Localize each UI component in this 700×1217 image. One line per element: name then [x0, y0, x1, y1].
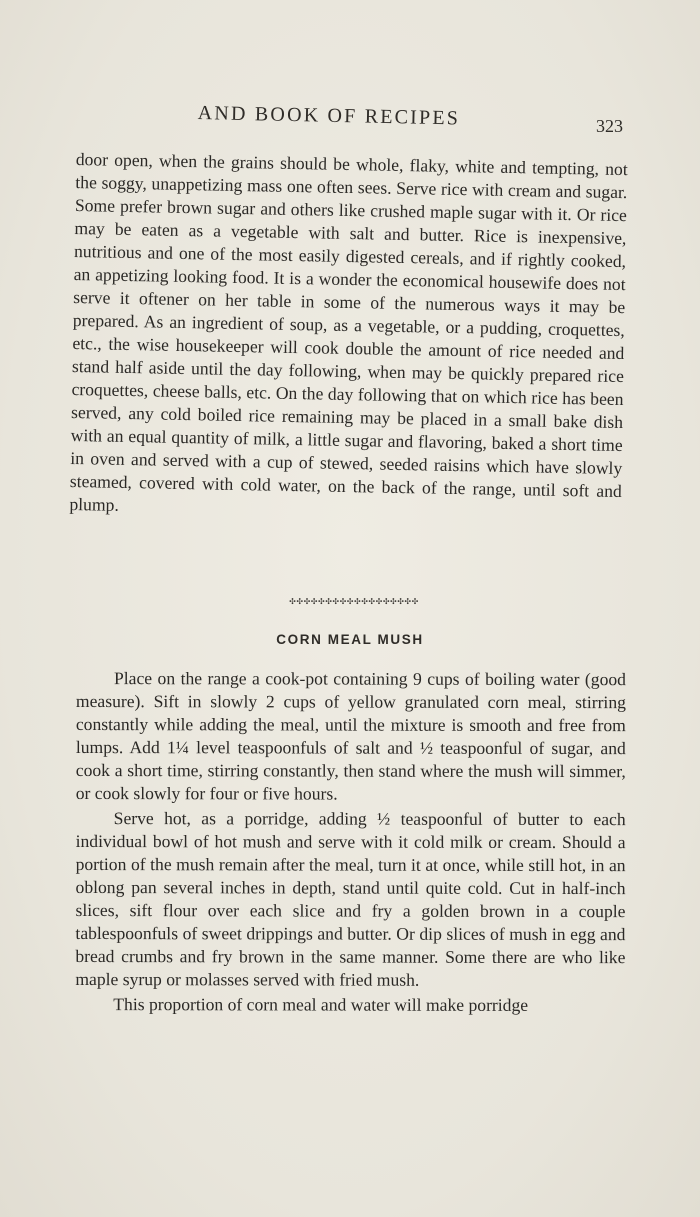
- ornament-divider: ✣✣✣✣✣✣✣✣✣✣✣✣✣✣✣✣✣✣: [289, 597, 419, 606]
- recipe-paragraph: Serve hot, as a porridge, adding ½ teaspoonful of butter to each individual bowl of hot mush and serve with it cold milk or cream. Should a portion of the mush remain after the meal, turn it at once, while still hot, in an oblong pan several inches in depth, stand until quite cold. Cut in half-inch slices, sift flour over each slice and fry a golden brown in a couple tablespoonfuls of sweet drippings and butter. Or dip slices of mush in egg and bread crumbs and fry brown in the same manner. Some there are who like maple syrup or molasses served with fried mush.: [75, 808, 626, 990]
- running-head: AND BOOK OF RECIPES: [197, 102, 461, 130]
- recipe-paragraph: Place on the range a cook-pot containing 9 cups of boiling water (good measure). Sift in slowly 2 cups of yellow granulated corn meal, stirring constantly while adding the meal, until the mixture is smooth and free from lumps. Add 1¼ level teaspoonfuls of salt and ½ teaspoonful of sugar, and cook a short time, stirring constantly, then stand where the mush will simmer, or cook slowly for four or five hours.: [75, 668, 626, 804]
- page-header: [0, 100, 700, 140]
- recipe-text-block: [75, 667, 626, 1017]
- continued-paragraph: door open, when the grains should be whole, flaky, white and tempting, not the soggy, unappetizing mass one often sees. Serve rice with cream and sugar. Some prefer brown sugar and others like crushed maple sugar with it. Or rice may be eaten as a vegetable with salt and butter. Rice is inexpensive, nutritious and one of the most easily digested cereals, and if rightly cooked, an appetizing looking food. It is a wonder the economical housewife does not serve it oftener on her table in some of the numerous ways it may be prepared. As an ingredient of soup, as a vegetable, or a pudding, croquettes, etc., the wise housekeeper will cook double the amount of rice needed and stand half aside until the day following, when may be quickly prepared rice croquettes, cheese balls, etc. On the day following that on which rice has been served, any cold boiled rice remaining may be placed in a small bake dish with an equal quantity of milk, a little sugar and flavoring, baked a short time in oven and served with a cup of stewed, seeded raisins which have slowly steamed, covered with cold water, on the back of the range, until soft and plump.: [69, 148, 628, 515]
- section-title: CORN MEAL MUSH: [276, 632, 424, 647]
- continued-text-block: [69, 148, 628, 526]
- recipe-paragraph: This proportion of corn meal and water will make porridge: [113, 994, 529, 1015]
- page-number: 323: [596, 116, 623, 136]
